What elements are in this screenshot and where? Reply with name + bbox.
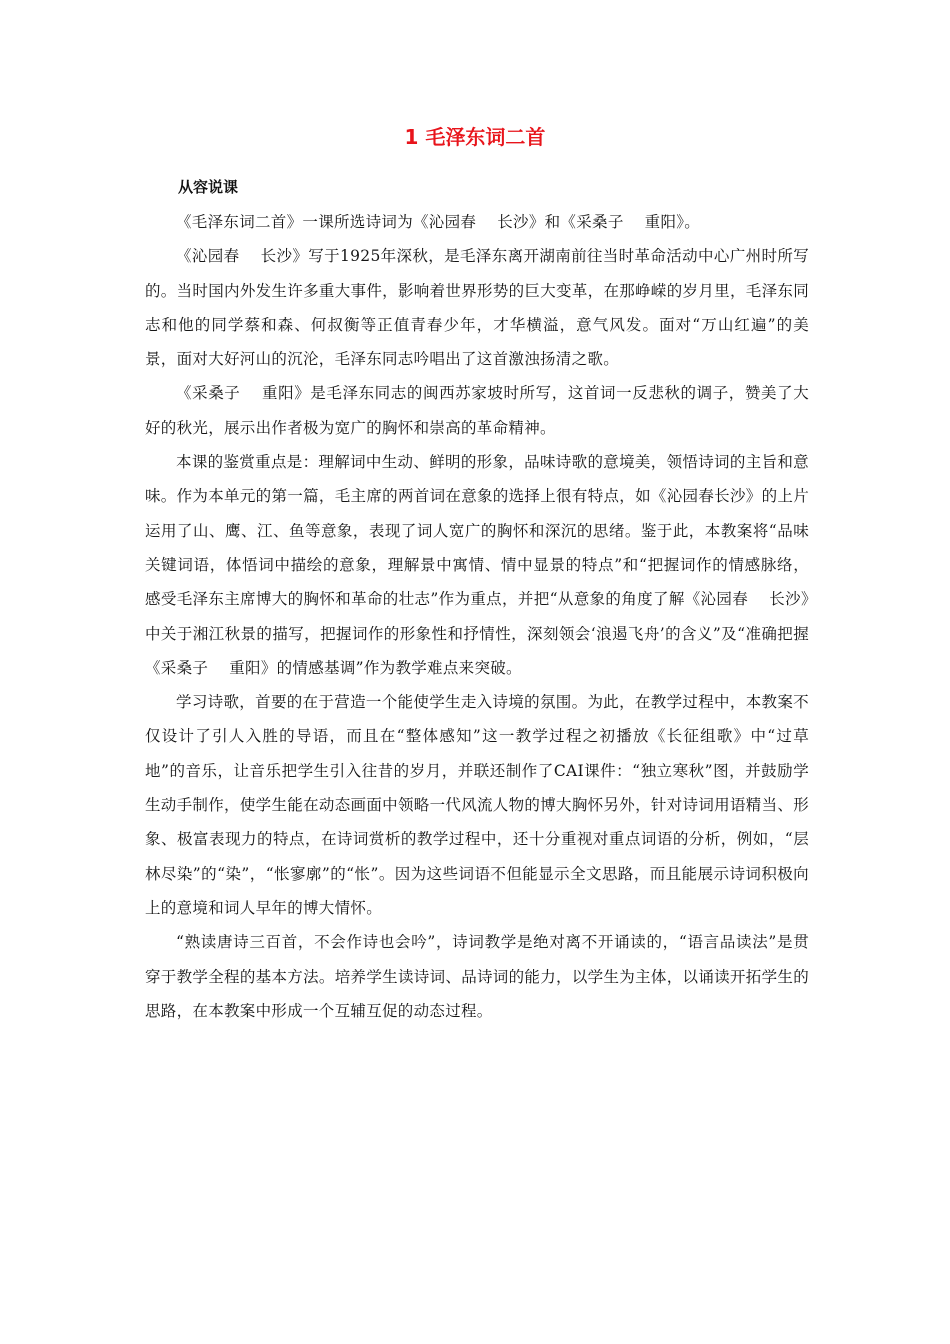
- paragraph-reading: “熟读唐诗三百首，不会作诗也会吟”，诗词教学是绝对离不开诵读的，“语言品读法”是贯穿于教学全程的基本方法。培养学生读诗词、品诗词的能力，以学生为主体，以诵读开拓学生的思路，在本教案中形成一个互辅互促的动态过程。: [145, 933, 809, 1020]
- paragraph-teaching-method: 学习诗歌，首要的在于营造一个能使学生走入诗境的氛围。为此，在教学过程中，本教案不仅设计了引人入胜的导语，而且在“整体感知”这一教学过程之初播放《长征组歌》中“过草地”的音乐，让音乐把学生引入往昔的岁月，并联还制作了CAI课件：“独立寒秋”图，并鼓励学生动手制作，使学生能在动态画面中领略一代风流人物的博大胸怀另外，针对诗词用语精当、形象、极富表现力的特点，在诗词赏析的教学过程中，还十分重视对重点词语的分析，例如，“层林尽染”的“染”，“怅寥廓”的“怅”。因为这些词语不但能显示全文思路，而且能展示诗词积极向上的意境和词人早年的博大情怀。: [145, 693, 809, 917]
- section-heading: 从容说课: [178, 178, 239, 196]
- paragraph-caisangzi: 《采桑子 重阳》是毛泽东同志的闽西苏家坡时所写，这首词一反悲秋的调子，赞美了大好的秋光，展示出作者极为宽广的胸怀和崇高的革命精神。: [145, 384, 809, 437]
- paragraph-key-points: 本课的鉴赏重点是：理解词中生动、鲜明的形象，品味诗歌的意境美，领悟诗词的主旨和意味。作为本单元的第一篇，毛主席的两首词在意象的选择上很有特点，如《沁园春长沙》的上片运用了山、鹰、江、鱼等意象，表现了词人宽广的胸怀和深沉的思绪。鉴于此，本教案将“品味关键词语，体悟词中描绘的意象，理解景中寓情、情中显景的特点”和“把握词作的情感脉络，感受毛泽东主席博大的胸怀和革命的壮志”作为重点，并把“从意象的角度了解《沁园春 长沙》中关于湘江秋景的描写，把握词作的形象性和抒情性，深刻领会‘浪遏飞舟’的含义”及“准确把握《采桑子 重阳》的情感基调”作为教学难点来突破。: [145, 453, 809, 677]
- document-title: 1 毛泽东词二首: [404, 125, 546, 149]
- paragraph-intro: 《毛泽东词二首》一课所选诗词为《沁园春 长沙》和《采桑子 重阳》。: [176, 213, 701, 231]
- document-body: [145, 205, 809, 1028]
- paragraph-qinyuanchun: 《沁园春 长沙》写于1925年深秋，是毛泽东离开湖南前往当时革命活动中心广州时所写的。当时国内外发生许多重大事件，影响着世界形势的巨大变革，在那峥嵘的岁月里，毛泽东同志和他的同学蔡和森、何叔衡等正值青春少年，才华横溢，意气风发。面对“万山红遍”的美景，面对大好河山的沉沦，毛泽东同志吟唱出了这首激浊扬清之歌。: [145, 247, 809, 369]
